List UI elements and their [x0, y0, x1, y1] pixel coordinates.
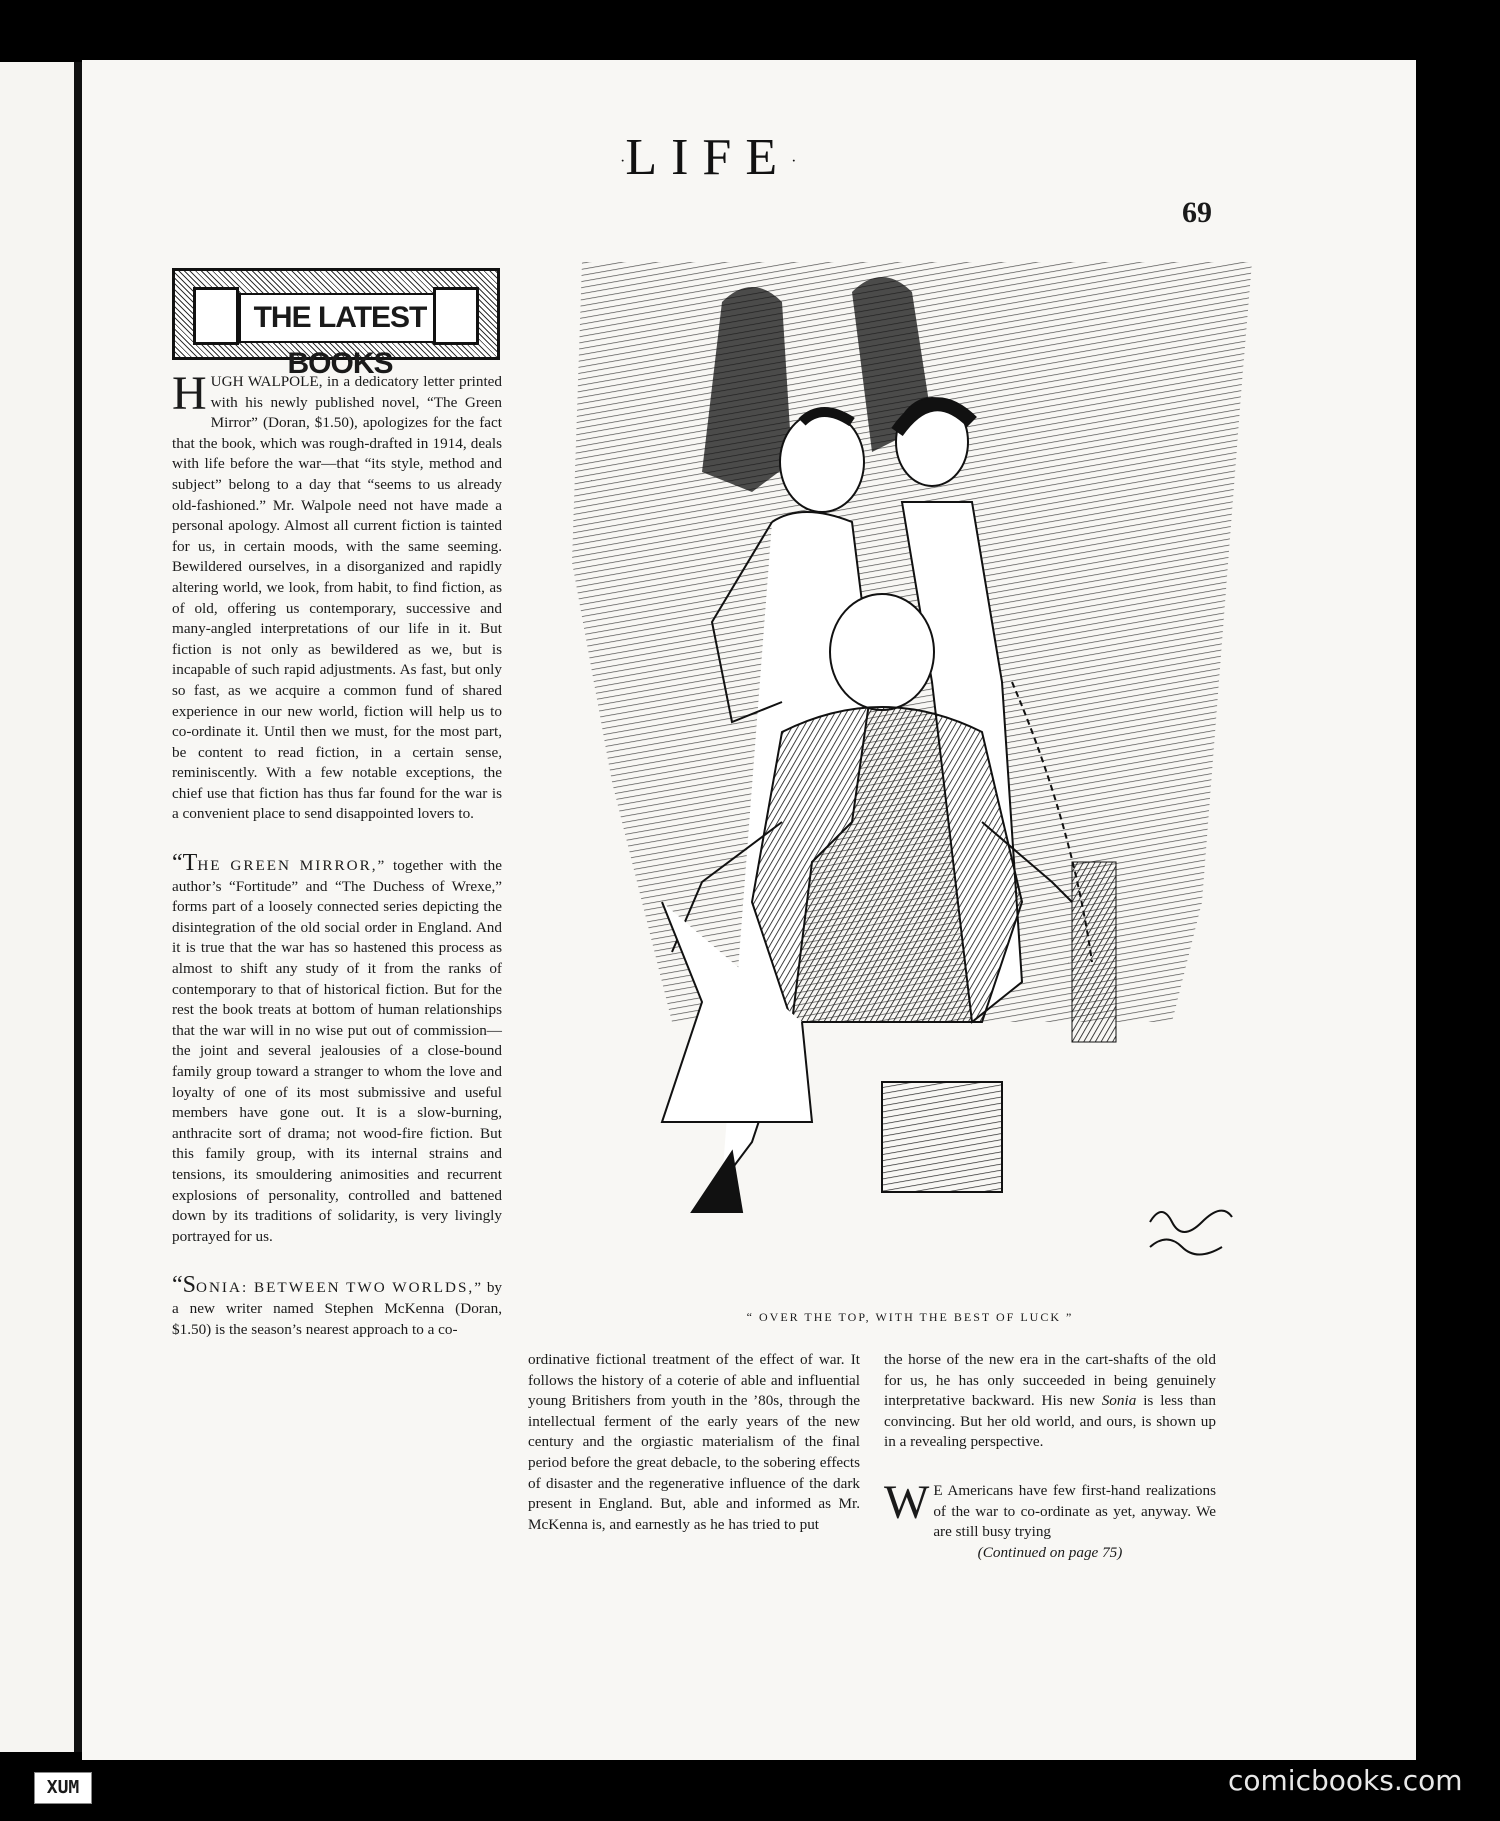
article-column-2 — [528, 1350, 860, 1535]
illustration — [552, 262, 1264, 1282]
lead-letter: “S — [172, 1272, 196, 1299]
page-number: 69 — [1182, 196, 1212, 229]
paragraph-walpole — [172, 367, 502, 825]
book-title-sonia: Sonia — [1101, 1392, 1137, 1410]
paragraph-sonia — [172, 1272, 503, 1340]
lead-letter: “T — [172, 850, 198, 877]
drop-cap: W — [884, 1475, 930, 1529]
paragraph-text: the horse of the new era in the cart-shafts of the old for us, he has only succeeded in being genuinely interpretative backward. His new — [884, 1351, 1216, 1410]
masthead: ·LIFE· — [620, 129, 797, 186]
paragraph-sonia-cont — [884, 1350, 1216, 1453]
artist-signature — [1150, 1211, 1232, 1255]
lead-caps: HE GREEN MIRROR,” — [197, 857, 387, 875]
paragraph-text: together with the author’s “Fortitude” and “The Duchess of Wrexe,” forms part of a loosely connected series depicting the disintegration of the old social order in England. And it is true that the war has so hastened this process as almost to shift any study of it from the ranks of contemporary to that of historical fiction. But for the rest the book treats at bottom of human relationships that the war will in no wise put out of commission—the joint and several jealousies of a close-bound family group toward a stranger to whom the love and loyalty of one of its most submissive and useful members have gone out. It is a slow-burning, anthracite sort of drama; not wood-fire fiction. But this family group, with its internal strains and tensions, its smouldering animosities and recurrent explosions of personality, controlled and battened down by its traditions of solidarity, is very livingly portrayed for us. — [172, 857, 502, 1245]
section-title: THE LATEST BOOKS — [239, 293, 441, 343]
article-column-3 — [884, 1350, 1216, 1563]
previous-page-edge — [0, 62, 74, 1752]
continued-note: (Continued on page 75) — [977, 1543, 1123, 1561]
chair-armrest — [1072, 862, 1116, 1042]
paragraph-americans — [884, 1475, 1216, 1543]
illustration-caption: “ OVER THE TOP, WITH THE BEST OF LUCK ” — [746, 1310, 1074, 1324]
page-gutter — [74, 62, 82, 1752]
paragraph-text: by a new writer named Stephen McKenna (Doran, $1.50) is the season’s nearest approach to a co- — [172, 1279, 503, 1338]
paragraph-text: ordinative fictional treatment of the effect of war. It follows the history of a coterie of able and influential young Britishers from youth in the ’80s, through the intellectual ferment of the early years of the new century and the orgiastic materialism of the final period before the great debacle, to the sobering effects of disaster and the regenerative influence of the dark present in England. But, able and informed as Mr. McKenna is, and earnestly as he has tried to put — [528, 1351, 860, 1533]
paragraph-text: E Americans have few first-hand realizations of the war to co-ordinate as yet, anyway. We are still busy trying — [933, 1481, 1216, 1541]
book-stack-ornament-right — [433, 287, 479, 345]
archive-tag: XUM — [34, 1772, 92, 1804]
paragraph-green-mirror — [172, 850, 502, 1247]
article-column-1 — [172, 367, 503, 1340]
drop-cap: H — [172, 367, 207, 420]
section-banner — [172, 268, 500, 380]
paragraph-text: UGH WALPOLE, in a dedicatory letter printed with his newly published novel, “The Green Mirror” (Doran, $1.50), apologizes for the fact that the book, which was rough-drafted in 1914, deals with life before the war—that “its style, method and subject” belong to a day that “seems to us already old-fashioned.” Mr. Walpole need not have made a personal apology. Almost all current fiction is tainted for us, in certain moods, with the same seeming. Bewildered ourselves, in a disorganized and rapidly altering world, we look, from habit, to find fiction, as of old, offering us contemporary, successive and many-angled interpretations of our life in it. But fiction is not only as bewildered as we, but is incapable of such rapid adjustments. As fast, but only so fast, as we acquire a common fund of shared experience in our new world, fiction will help us to co-ordinate it. Until then we must, for the most part, be content to read fiction, in a certain sense, reminiscently. With a few notable exceptions, the chief use that fiction has thus far found for the war is a convenient place to send disappointed lovers to. — [172, 373, 502, 823]
magazine-title: LIFE — [625, 129, 792, 186]
book-stack-ornament-left — [193, 287, 239, 345]
lead-caps: ONIA: BETWEEN TWO WORLDS,” — [196, 1279, 483, 1297]
paragraph-text: is less than convincing. But her old world, and ours, is shown up in a revealing perspective. — [884, 1392, 1217, 1451]
source-watermark: comicbooks.com — [1228, 1764, 1463, 1797]
